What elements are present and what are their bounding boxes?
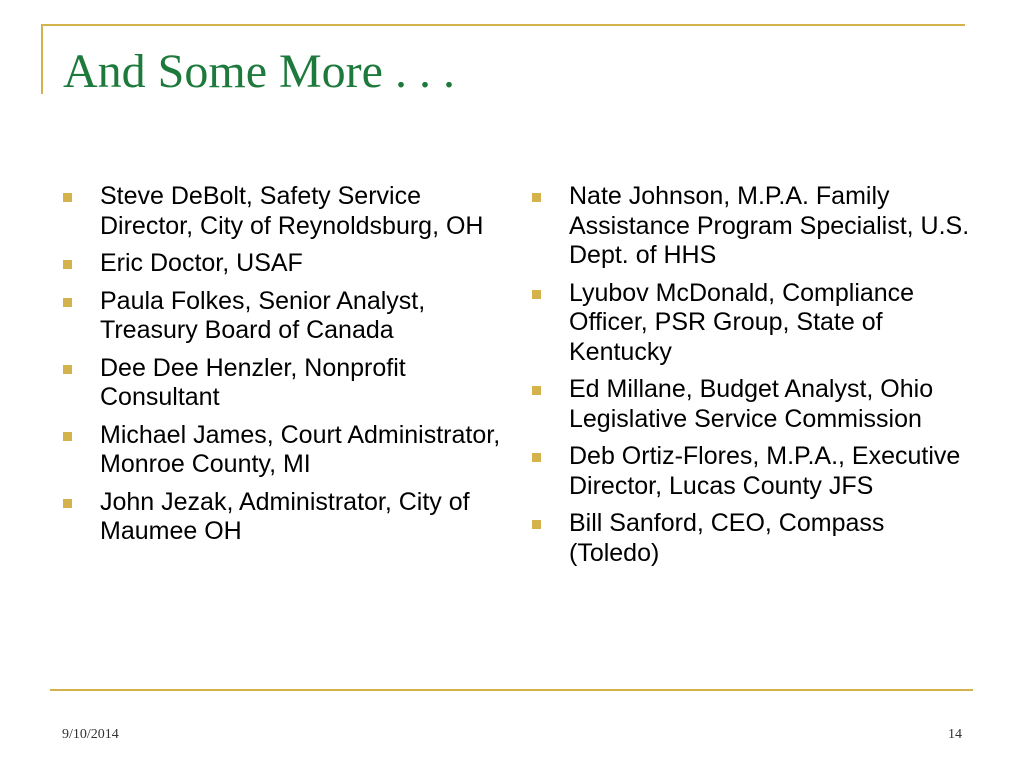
square-bullet-icon	[63, 499, 72, 508]
right-bullet-list	[530, 182, 970, 576]
frame-left-line	[41, 24, 43, 94]
list-item-text: Paula Folkes, Senior Analyst, Treasury Board of Canada	[100, 286, 426, 344]
list-item-text: Steve DeBolt, Safety Service Director, City of Reynoldsburg, OH	[100, 182, 484, 240]
footer-divider-line	[50, 689, 973, 691]
list-item	[61, 488, 501, 547]
list-item	[61, 287, 501, 346]
frame-top-line	[41, 24, 965, 26]
list-item-text: Lyubov McDonald, Compliance Officer, PSR Group, State of Kentucky	[569, 278, 915, 366]
list-item	[61, 249, 501, 279]
list-item	[530, 279, 970, 368]
square-bullet-icon	[63, 260, 72, 269]
square-bullet-icon	[63, 298, 72, 307]
list-item-text: Michael James, Court Administrator, Monroe County, MI	[100, 420, 501, 478]
list-item	[61, 421, 501, 480]
list-item-text: Bill Sanford, CEO, Compass (Toledo)	[569, 509, 885, 567]
list-item	[61, 182, 501, 241]
footer-date: 9/10/2014	[62, 727, 119, 742]
square-bullet-icon	[532, 290, 541, 299]
square-bullet-icon	[532, 520, 541, 529]
square-bullet-icon	[532, 386, 541, 395]
list-item	[530, 182, 970, 271]
square-bullet-icon	[63, 193, 72, 202]
square-bullet-icon	[532, 193, 541, 202]
list-item	[530, 375, 970, 434]
square-bullet-icon	[63, 365, 72, 374]
list-item	[530, 442, 970, 501]
list-item-text: Eric Doctor, USAF	[100, 249, 303, 277]
list-item-text: John Jezak, Administrator, City of Maumee OH	[100, 487, 470, 545]
left-bullet-list	[61, 182, 501, 555]
list-item	[530, 509, 970, 568]
list-item-text: Deb Ortiz-Flores, M.P.A., Executive Director, Lucas County JFS	[569, 442, 961, 500]
list-item-text: Nate Johnson, M.P.A. Family Assistance Program Specialist, U.S. Dept. of HHS	[569, 182, 970, 269]
list-item-text: Ed Millane, Budget Analyst, Ohio Legislative Service Commission	[569, 375, 934, 433]
page-number: 14	[948, 727, 962, 742]
list-item-text: Dee Dee Henzler, Nonprofit Consultant	[100, 353, 406, 411]
square-bullet-icon	[63, 432, 72, 441]
slide-title: And Some More . . .	[63, 45, 455, 98]
square-bullet-icon	[532, 453, 541, 462]
list-item	[61, 354, 501, 413]
